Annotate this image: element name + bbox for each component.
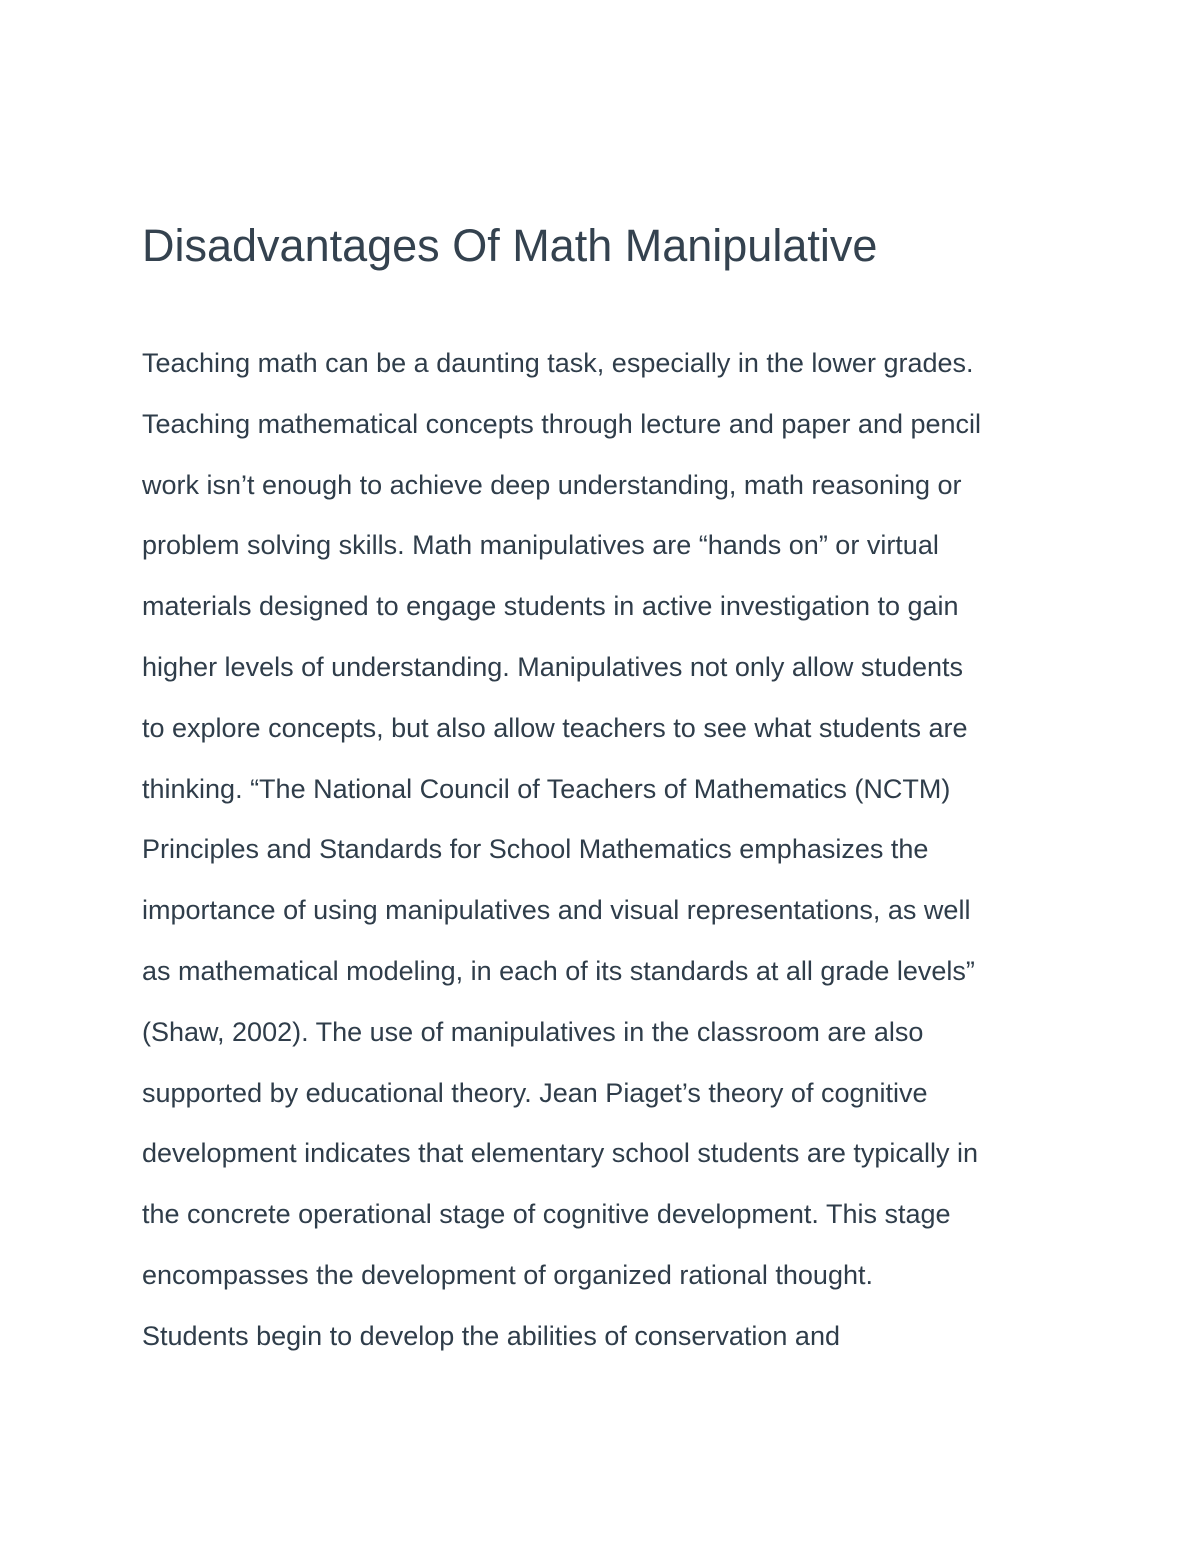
body-line: development indicates that elementary school students are typically in: [142, 1138, 978, 1169]
body-line: higher levels of understanding. Manipulatives not only allow students: [142, 651, 963, 682]
body-line: Students begin to develop the abilities of conservation and: [142, 1320, 840, 1351]
body-line: encompasses the development of organized rational thought.: [142, 1259, 873, 1290]
body-line: as mathematical modeling, in each of its standards at all grade levels”: [142, 955, 975, 986]
body-line: (Shaw, 2002). The use of manipulatives in the classroom are also: [142, 1016, 924, 1047]
body-line: supported by educational theory. Jean Piaget’s theory of cognitive: [142, 1077, 928, 1108]
body-line: work isn’t enough to achieve deep understanding, math reasoning or: [142, 469, 962, 500]
body-line: Teaching math can be a daunting task, especially in the lower grades.: [142, 348, 974, 378]
body-line: materials designed to engage students in active investigation to gain: [142, 591, 959, 622]
body-line: the concrete operational stage of cognitive development. This stage: [142, 1199, 951, 1230]
body-line: thinking. “The National Council of Teachers of Mathematics (NCTM): [142, 773, 951, 804]
body-line: Teaching mathematical concepts through lecture and paper and pencil: [142, 408, 982, 439]
document-body: [142, 333, 1102, 1367]
body-line: importance of using manipulatives and visual representations, as well: [142, 895, 971, 926]
document-title: Disadvantages Of Math Manipulative: [142, 220, 878, 271]
body-line: to explore concepts, but also allow teachers to see what students are: [142, 712, 968, 743]
body-line: Principles and Standards for School Mathematics emphasizes the: [142, 834, 929, 865]
body-line: problem solving skills. Math manipulatives are “hands on” or virtual: [142, 530, 939, 561]
